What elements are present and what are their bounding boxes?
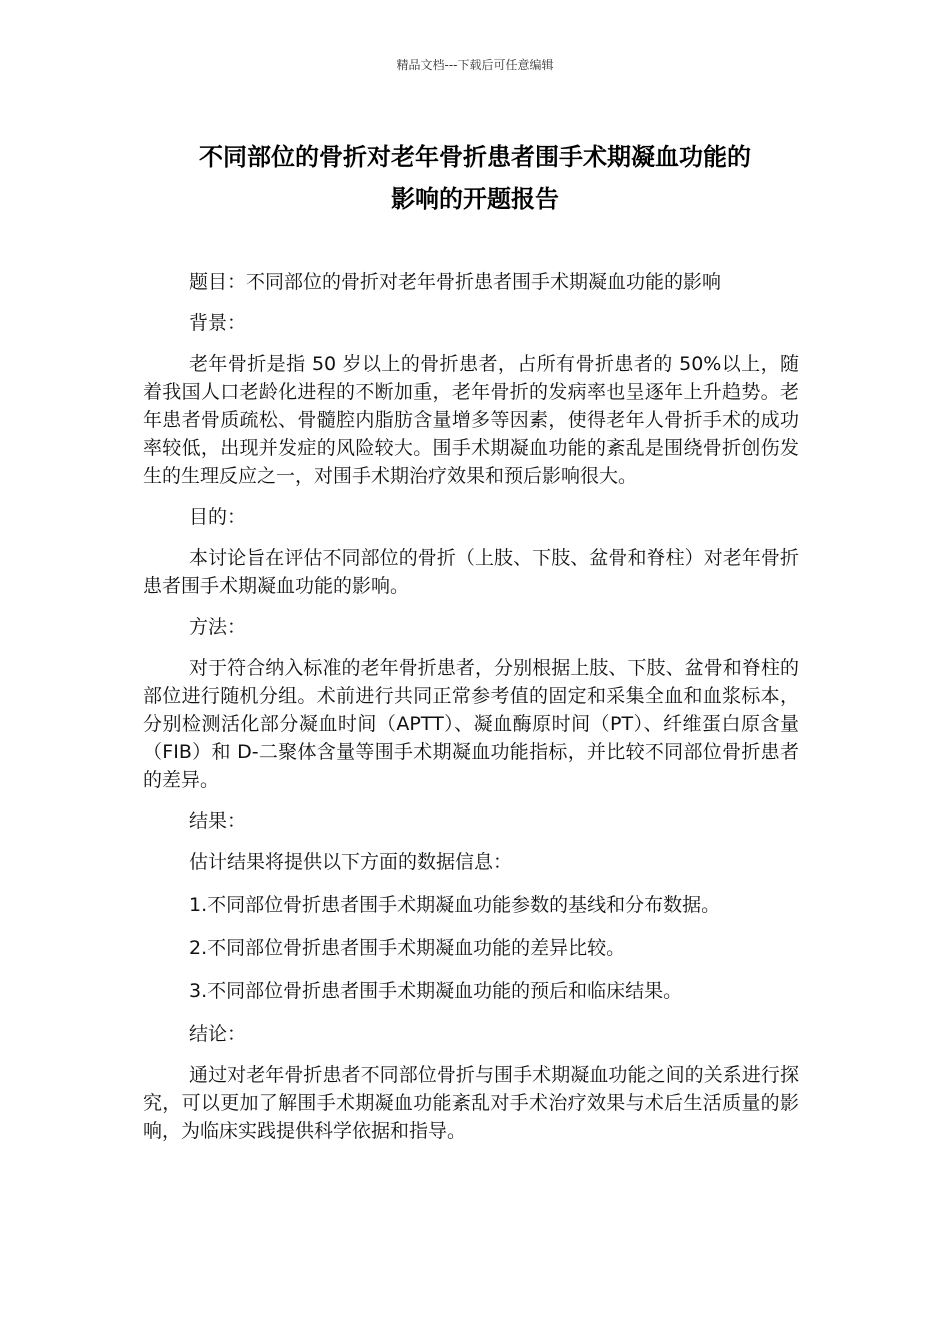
result-item-1: 1.不同部位骨折患者围手术期凝血功能参数的基线和分布数据。 — [189, 894, 721, 916]
result-label: 结果： — [189, 810, 247, 832]
purpose-label: 目的： — [189, 506, 247, 528]
method-label: 方法： — [189, 616, 247, 638]
purpose-paragraph: 本讨论旨在评估不同部位的骨折（上肢、下肢、盆骨和脊柱）对老年骨折患者围手术期凝血功能的影响。 — [143, 547, 799, 597]
background-label: 背景： — [189, 312, 247, 334]
result-intro: 估计结果将提供以下方面的数据信息： — [189, 851, 513, 873]
title-line-1: 不同部位的骨折对老年骨折患者围手术期凝血功能的 — [199, 143, 751, 171]
conclusion-paragraph: 通过对老年骨折患者不同部位骨折与围手术期凝血功能之间的关系进行探究，可以更加了解围手术期凝血功能紊乱对手术治疗效果与术后生活质量的影响，为临床实践提供科学依据和指导。 — [143, 1064, 799, 1142]
result-item-3: 3.不同部位骨折患者围手术期凝血功能的预后和临床结果。 — [189, 980, 683, 1002]
title-line-2: 影响的开题报告 — [391, 185, 559, 213]
method-paragraph: 对于符合纳入标准的老年骨折患者，分别根据上肢、下肢、盆骨和脊柱的部位进行随机分组。术前进行共同正常参考值的固定和采集全血和血浆标本，分别检测活化部分凝血时间（APTT）、凝血酶原时间（PT）、纤维蛋白原含量（FIB）和 D-二聚体含量等围手术期凝血功能指标，并比较不同部位骨折患者的差异。 — [143, 657, 799, 791]
result-item-2: 2.不同部位骨折患者围手术期凝血功能的差异比较。 — [189, 937, 626, 959]
conclusion-label: 结论： — [189, 1023, 247, 1045]
document-body — [143, 268, 799, 1158]
subject-line: 题目：不同部位的骨折对老年骨折患者围手术期凝血功能的影响 — [189, 271, 722, 293]
header-note: 精品文档---下载后可任意编辑 — [396, 58, 554, 72]
document-title — [140, 136, 810, 220]
background-paragraph: 老年骨折是指 50 岁以上的骨折患者，占所有骨折患者的 50%以上，随着我国人口老龄化进程的不断加重，老年骨折的发病率也呈逐年上升趋势。老年患者骨质疏松、骨髓腔内脂肪含量增多等因素，使得老年人骨折手术的成功率较低，出现并发症的风险较大。围手术期凝血功能的紊乱是围绕骨折创伤发生的生理反应之一，对围手术期治疗效果和预后影响很大。 — [143, 353, 799, 487]
